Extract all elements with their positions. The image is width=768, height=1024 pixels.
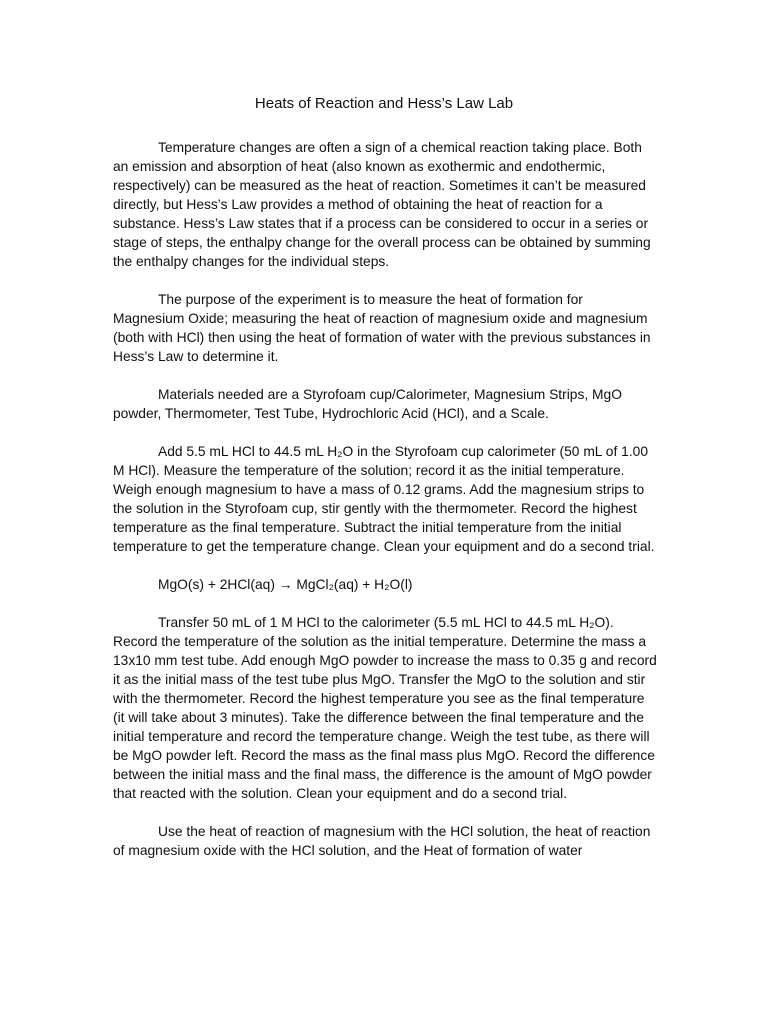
- reaction-equation: [113, 575, 658, 594]
- equation-text: MgO(s) + 2HCl(aq) → MgCl₂(aq) + H₂O(l): [158, 577, 413, 592]
- paragraph-purpose: The purpose of the experiment is to measure the heat of formation for Magnesium Oxide; measuring the heat of reaction of magnesium oxide and magnesium (both with HCl) then using the heat of formation of water with the previous substances in Hess’s Law to determine it.: [113, 292, 651, 364]
- paragraph-materials: Materials needed are a Styrofoam cup/Calorimeter, Magnesium Strips, MgO powder, Thermometer, Test Tube, Hydrochloric Acid (HCl), and a Scale.: [113, 387, 622, 421]
- paragraph-procedure-mgo: Transfer 50 mL of 1 M HCl to the calorimeter (5.5 mL HCl to 44.5 mL H₂O). Record the temperature of the solution as the initial temperature. Determine the mass a 13x10 mm test tube. Add enough MgO powder to increase the mass to 0.35 g and record it as the initial mass of the test tube plus MgO. Transfer the MgO to the solution and stir with the thermometer. Record the highest temperature you see as the final temperature (it will take about 3 minutes). Take the difference between the final temperature and the initial temperature and record the temperature change. Weigh the test tube, as there will be MgO powder left. Record the mass as the final mass plus MgO. Record the difference between the initial mass and the final mass, the difference is the amount of MgO powder that reacted with the solution. Clean your equipment and do a second trial.: [113, 615, 657, 801]
- document-body: [113, 138, 658, 879]
- page-title: Heats of Reaction and Hess’s Law Lab: [254, 95, 514, 112]
- paragraph-procedure-magnesium: Add 5.5 mL HCl to 44.5 mL H₂O in the Styrofoam cup calorimeter (50 mL of 1.00 M HCl). Measure the temperature of the solution; record it as the initial temperature. Weigh enough magnesium to have a mass of 0.12 grams. Add the magnesium strips to the solution in the Styrofoam cup, stir gently with the thermometer. Record the highest temperature as the final temperature. Subtract the initial temperature from the initial temperature to get the temperature change. Clean your equipment and do a second trial.: [113, 444, 655, 554]
- paragraph-intro: Temperature changes are often a sign of a chemical reaction taking place. Both an emission and absorption of heat (also known as exothermic and endothermic, respectively) can be measured as the heat of reaction. Sometimes it can’t be measured directly, but Hess’s Law provides a method of obtaining the heat of reaction for a substance. Hess’s Law states that if a process can be considered to occur in a series or stage of steps, the enthalpy change for the overall process can be obtained by summing the enthalpy changes for the individual steps.: [113, 140, 651, 269]
- paragraph-hess-calculation: Use the heat of reaction of magnesium with the HCl solution, the heat of reaction of magnesium oxide with the HCl solution, and the Heat of formation of water: [113, 824, 651, 858]
